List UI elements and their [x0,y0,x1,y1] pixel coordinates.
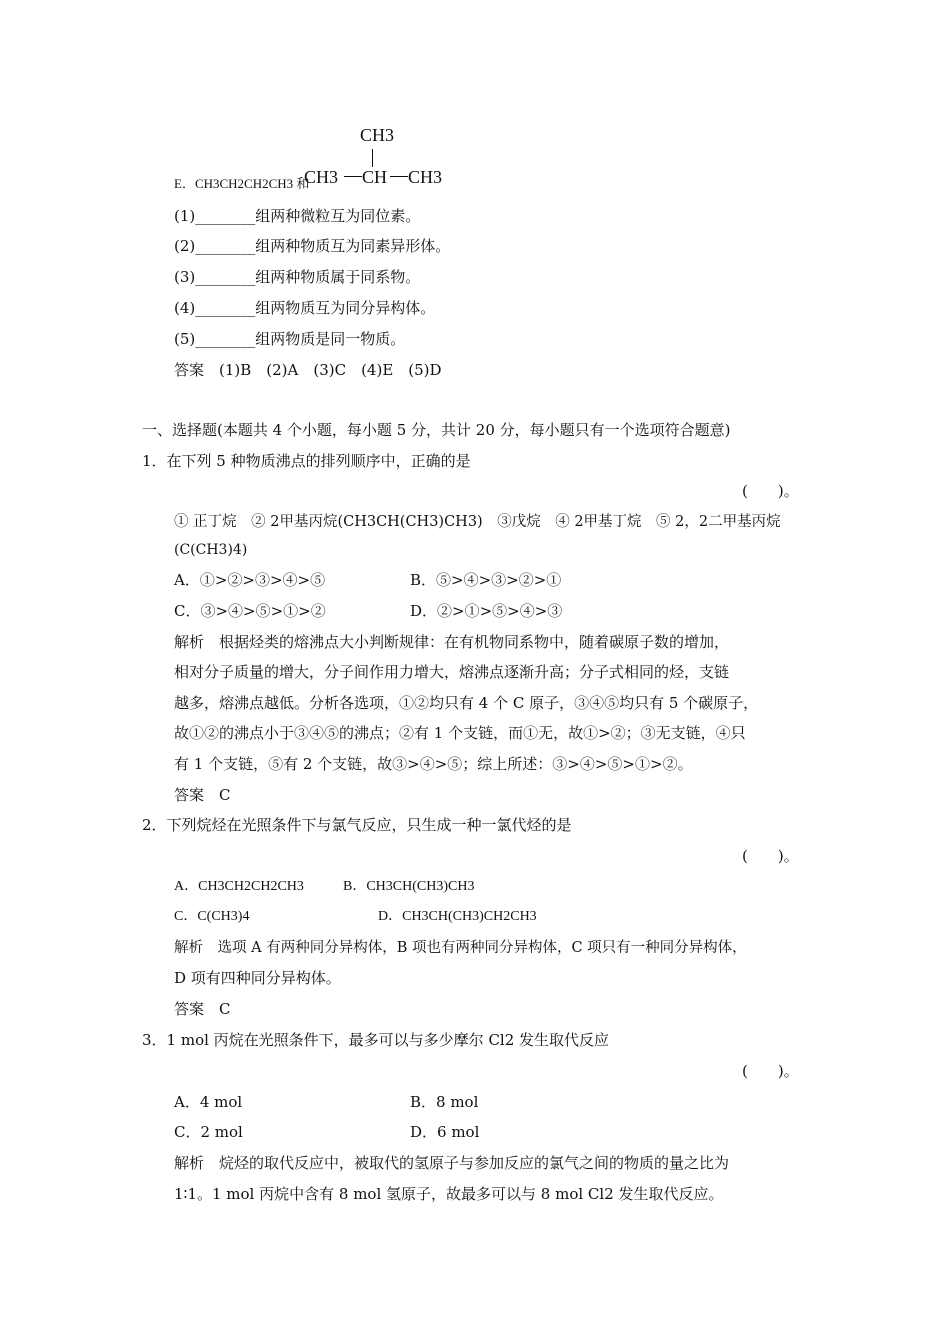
part1-question-5: (5)________组两物质是同一物质。 [174,330,406,348]
q1-stem: 1．在下列 5 种物质沸点的排列顺序中，正确的是 [142,452,471,470]
part1-question-4: (4)________组两物质互为同分异构体。 [174,299,436,317]
q1-option-c: C．③>④>⑤>①>② [174,602,326,620]
q3-option-a: A．4 mol [174,1093,243,1111]
q2-stem: 2．下列烷烃在光照条件下与氯气反应，只生成一种一氯代烃的是 [142,816,572,834]
q2-analysis-line: 解析 选项 A 有两种同分异构体，B 项也有两种同分异构体，C 项只有一种同分异构体， [174,940,747,956]
q3-option-c: C．2 mol [174,1123,243,1141]
section-heading: 一、选择题(本题共 4 个小题，每小题 5 分，共计 20 分，每小题只有一个选项符合题意) [142,421,731,439]
q1-items-line1: ① 正丁烷 ② 2甲基丙烷(CH3CH(CH3)CH3) ③戊烷 ④ 2甲基丁烷 ⑤ 2，2二甲基丙烷 [174,514,781,530]
q1-option-d: D．②>①>⑤>④>③ [410,602,563,620]
q1-analysis-line: 越多，熔沸点越低。分析各选项，①②均只有 4 个 C 原子，③④⑤均只有 5 个碳原子， [174,694,759,712]
struct-vertical-bond [372,149,373,167]
q2-option-d: D．CH3CH(CH3)CH2CH3 [378,909,537,924]
q1-items-line2: (C(CH3)4) [174,542,248,558]
q1-analysis-line: 有 1 个支链，⑤有 2 个支链，故③>④>⑤；综上所述：③>④>⑤>①>②。 [174,755,693,773]
part1-answer: 答案 (1)B (2)A (3)C (4)E (5)D [174,361,442,379]
q3-stem: 3．1 mol 丙烷在光照条件下，最多可以与多少摩尔 Cl2 发生取代反应 [142,1031,610,1049]
q3-analysis-line: 1∶1。1 mol 丙烷中含有 8 mol 氢原子，故最多可以与 8 mol Cl2 发生取代反应。 [174,1185,724,1203]
part1-question-1: (1)________组两种微粒互为同位素。 [174,207,421,225]
isobutane-structural-formula [300,125,460,195]
q2-option-b: B．CH3CH(CH3)CH3 [343,879,475,894]
struct-mid-group: CH [362,167,388,187]
q2-option-c: C．C(CH3)4 [174,909,250,924]
q3-analysis-line: 解析 烷烃的取代反应中，被取代的氢原子与参加反应的氯气之间的物质的量之比为 [174,1154,730,1172]
option-e-label: E．CH3CH2CH2CH3 和 [174,176,310,191]
q3-answer-paren: ( )。 [742,1062,799,1080]
q1-answer-paren: ( )。 [742,482,799,500]
q3-option-d: D．6 mol [410,1123,480,1141]
struct-left-group: CH3 [304,167,339,187]
struct-top-group: CH3 [360,125,395,145]
q2-answer-paren: ( )。 [742,847,799,865]
q1-answer: 答案 C [174,786,231,804]
q1-option-a: A．①>②>③>④>⑤ [174,571,326,589]
q1-option-b: B．⑤>④>③>②>① [410,571,562,589]
q1-analysis-line: 相对分子质量的增大，分子间作用力增大，熔沸点逐渐升高；分子式相同的烃，支链 [174,663,730,681]
part1-question-3: (3)________组两种物质属于同系物。 [174,268,421,286]
q2-option-a: A．CH3CH2CH2CH3 [174,879,304,894]
struct-right-bond [390,176,408,177]
q2-answer: 答案 C [174,1000,231,1018]
q3-option-b: B．8 mol [410,1093,479,1111]
struct-left-bond [344,176,362,177]
part1-question-2: (2)________组两种物质互为同素异形体。 [174,237,451,255]
q1-analysis-line: 解析 根据烃类的熔沸点大小判断规律：在有机物同系物中，随着碳原子数的增加， [174,633,730,651]
q2-analysis-line: D 项有四种同分异构体。 [174,969,341,987]
q1-analysis-line: 故①②的沸点小于③④⑤的沸点；②有 1 个支链，而①无，故①>②；③无支链，④只 [174,724,746,742]
struct-right-group: CH3 [408,167,443,187]
